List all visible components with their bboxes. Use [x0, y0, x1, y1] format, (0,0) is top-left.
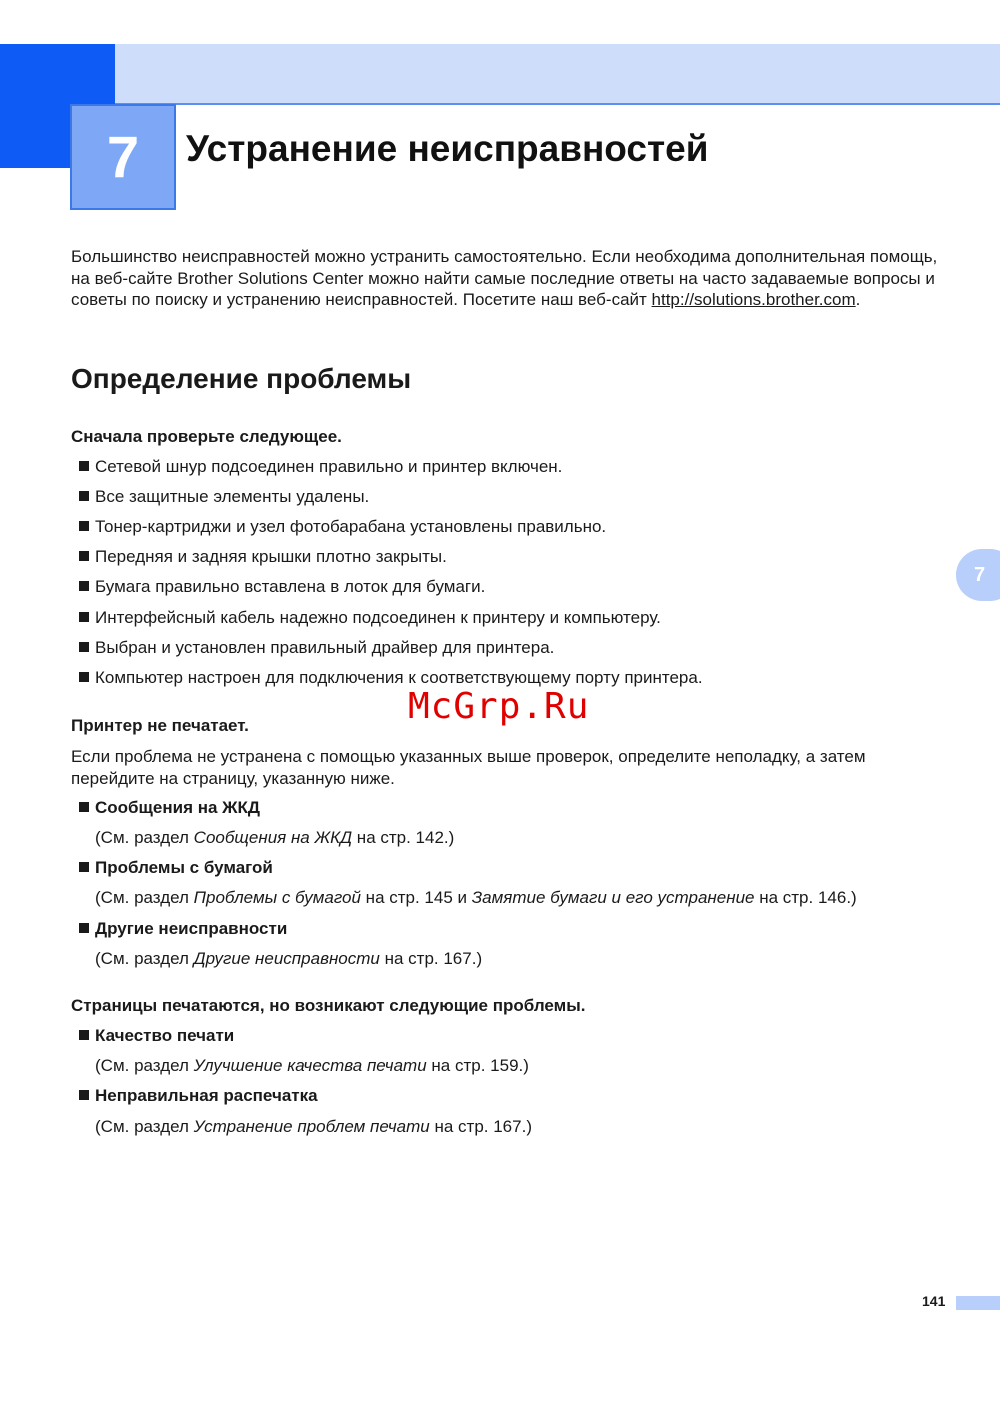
page-number-bar — [956, 1296, 1000, 1310]
not-printing-text: Если проблема не устранена с помощью указанных выше проверок, определите неполадку, а затем перейдите на страницу, указанную ниже. — [71, 747, 866, 788]
intro-paragraph — [71, 246, 951, 311]
check-item — [79, 668, 703, 688]
problem-label: Сообщения на ЖКД — [95, 798, 261, 817]
section-title: Определение проблемы — [71, 363, 412, 394]
bullet-icon — [79, 491, 89, 501]
check-item-text: Все защитные элементы удалены. — [95, 487, 370, 506]
check-item-text: Выбран и установлен правильный драйвер для принтера. — [95, 638, 555, 657]
problem-item — [79, 1026, 234, 1046]
chapter-number: 7 — [106, 124, 140, 190]
bullet-icon — [79, 642, 89, 652]
reference-link[interactable]: Проблемы с бумагой — [193, 888, 361, 907]
bullet-icon — [79, 1030, 89, 1040]
page-number: 141 — [922, 1293, 946, 1309]
problem-item — [79, 858, 273, 878]
problem-reference: (См. раздел Устранение проблем печати на стр. 167.) — [95, 1117, 532, 1136]
bullet-icon — [79, 521, 89, 531]
check-item-text: Передняя и задняя крышки плотно закрыты. — [95, 547, 447, 566]
bullet-icon — [79, 672, 89, 682]
check-item — [79, 517, 606, 537]
reference-link[interactable]: Замятие бумаги и его устранение — [471, 888, 755, 907]
bullet-icon — [79, 581, 89, 591]
check-item — [79, 577, 485, 597]
problem-reference: (См. раздел Улучшение качества печати на стр. 159.) — [95, 1056, 529, 1075]
intro-text: Большинство неисправностей можно устранить самостоятельно. Если необходима дополнительная помощь, на веб-сайте Brother Solutions Center можно найти самые последние ответы на часто задаваемые вопросы и советы по поиску и устранению неисправностей. Посетите наш веб-сайт — [71, 247, 938, 309]
check-item-text: Компьютер настроен для подключения к соответствующему порту принтера. — [95, 668, 703, 687]
chapter-number-box — [70, 104, 176, 210]
problem-item — [79, 798, 260, 818]
problem-reference: (См. раздел Сообщения на ЖКД на стр. 142.) — [95, 828, 455, 847]
bullet-icon — [79, 802, 89, 812]
header-rule — [115, 103, 1000, 105]
intro-end: . — [855, 290, 861, 309]
problem-label: Проблемы с бумагой — [95, 858, 273, 877]
not-printing-heading: Принтер не печатает. — [71, 716, 249, 735]
problem-item — [79, 919, 287, 939]
watermark: McGrp.Ru — [408, 686, 590, 727]
reference-link[interactable]: Улучшение качества печати — [193, 1056, 427, 1075]
check-item — [79, 457, 562, 477]
check-item — [79, 487, 369, 507]
bullet-icon — [79, 862, 89, 872]
check-item-text: Интерфейсный кабель надежно подсоединен к принтеру и компьютеру. — [95, 608, 661, 627]
bullet-icon — [79, 923, 89, 933]
check-item-text: Тонер-картриджи и узел фотобарабана установлены правильно. — [95, 517, 607, 536]
solutions-link[interactable]: http://solutions.brother.com — [651, 290, 856, 309]
header-band — [115, 44, 1000, 104]
problem-item — [79, 1086, 318, 1106]
bullet-icon — [79, 551, 89, 561]
chapter-side-tab: 7 — [956, 549, 1000, 601]
reference-link[interactable]: Другие неисправности — [193, 949, 380, 968]
chapter-title: Устранение неисправностей — [186, 128, 709, 169]
check-item — [79, 638, 554, 658]
print-problems-heading: Страницы печатаются, но возникают следующие проблемы. — [71, 996, 586, 1015]
bullet-icon — [79, 1090, 89, 1100]
problem-label: Качество печати — [95, 1026, 235, 1045]
reference-link[interactable]: Сообщения на ЖКД — [193, 828, 353, 847]
bullet-icon — [79, 612, 89, 622]
check-item-text: Сетевой шнур подсоединен правильно и принтер включен. — [95, 457, 563, 476]
check-first-heading: Сначала проверьте следующее. — [71, 427, 342, 446]
problem-reference: (См. раздел Проблемы с бумагой на стр. 145 и Замятие бумаги и его устранение на стр. 146.) — [95, 888, 857, 907]
problem-label: Другие неисправности — [95, 919, 288, 938]
problem-label: Неправильная распечатка — [95, 1086, 318, 1105]
bullet-icon — [79, 461, 89, 471]
reference-link[interactable]: Устранение проблем печати — [193, 1117, 430, 1136]
check-item-text: Бумага правильно вставлена в лоток для бумаги. — [95, 577, 486, 596]
check-item — [79, 608, 661, 628]
check-item — [79, 547, 447, 567]
problem-reference: (См. раздел Другие неисправности на стр. 167.) — [95, 949, 483, 968]
